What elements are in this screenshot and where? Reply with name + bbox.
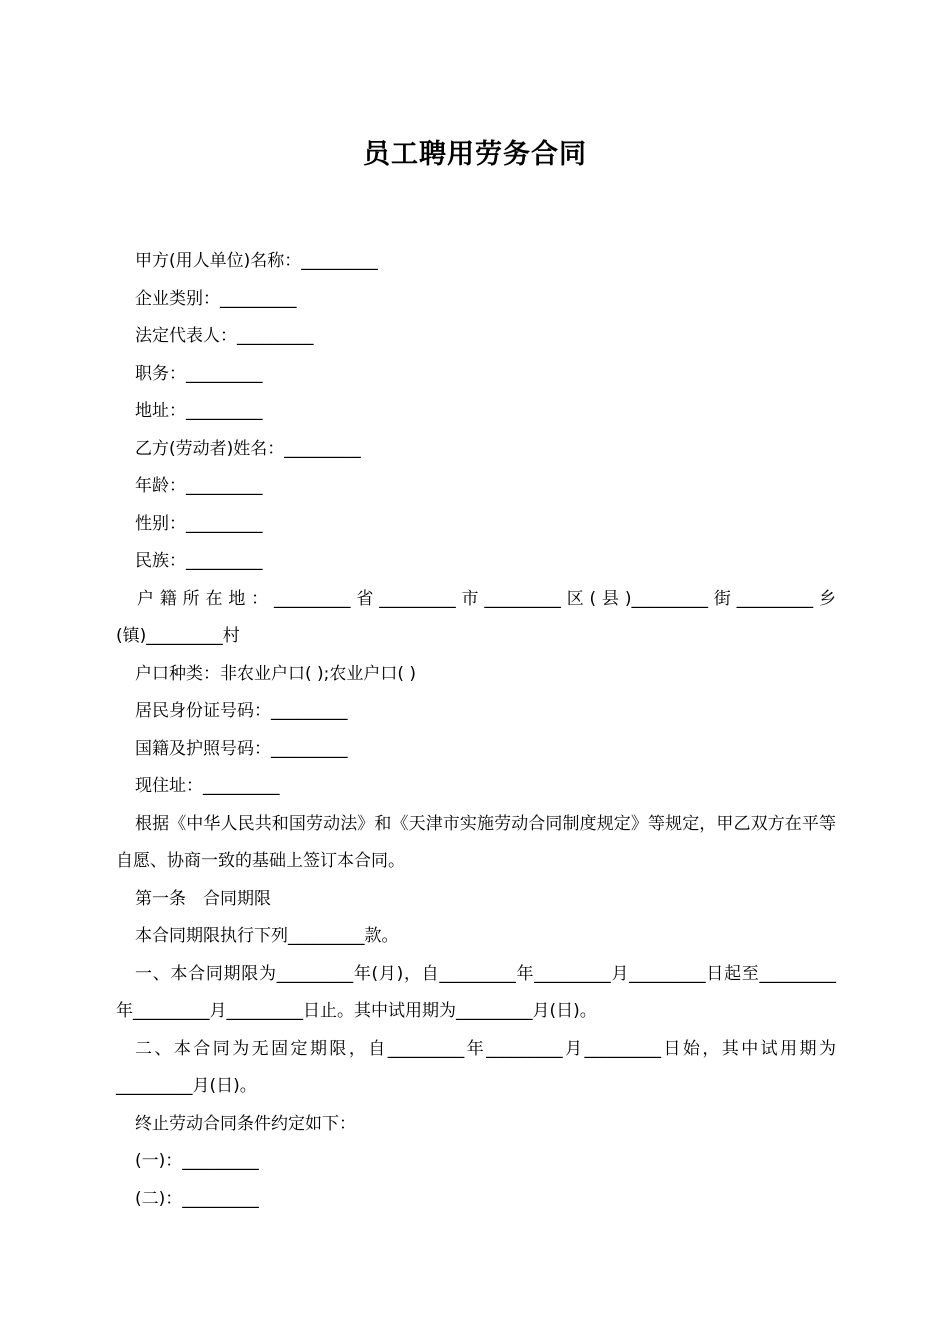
party-b-name-line: 乙方(劳动者)姓名：_________ [135,438,361,459]
age-line: 年龄：_________ [135,476,263,496]
household-registration-line: 户籍所在地：_________省_________市_________区(县)_________街_________乡(镇)_________村 [116,588,836,646]
position-line: 职务：_________ [135,363,263,384]
legal-representative-line: 法定代表人：_________ [135,326,314,346]
household-type-line: 户口种类：非农业户口( );农业户口( ) [135,663,417,684]
condition-one-line: (一)：_________ [135,1151,259,1171]
address-line: 地址：_________ [135,401,263,421]
id-number-line: 居民身份证号码：_________ [135,701,348,721]
gender-line: 性别：_________ [135,513,263,534]
term-clause-line: 本合同期限执行下列_________款。 [135,926,399,946]
contract-body [116,243,836,1218]
page-title: 员工聘用劳务合同 [363,139,587,170]
enterprise-type-line: 企业类别：_________ [135,288,297,309]
termination-conditions-line: 终止劳动合同条件约定如下： [135,1113,356,1134]
party-a-name-line: 甲方(用人单位)名称：_________ [135,251,378,271]
nationality-passport-line: 国籍及护照号码：_________ [135,738,348,759]
current-address-line: 现住址：_________ [135,776,280,796]
article-one-heading: 第一条 合同期限 [135,888,271,909]
condition-two-line: (二)：_________ [135,1188,259,1209]
open-term-paragraph: 二、本合同为无固定期限，自_________年_________月_________日始，其中试用期为_________月(日)。 [116,1038,836,1096]
ethnicity-line: 民族：_________ [135,551,263,571]
legal-basis-paragraph: 根据《中华人民共和国劳动法》和《天津市实施劳动合同制度规定》等规定，甲乙双方在平等自愿、协商一致的基础上签订本合同。 [116,813,836,871]
fixed-term-paragraph: 一、本合同期限为_________年(月)，自_________年_________月_________日起至_________年_________月_________日止。其中试用期为_________月(日)。 [116,963,836,1021]
